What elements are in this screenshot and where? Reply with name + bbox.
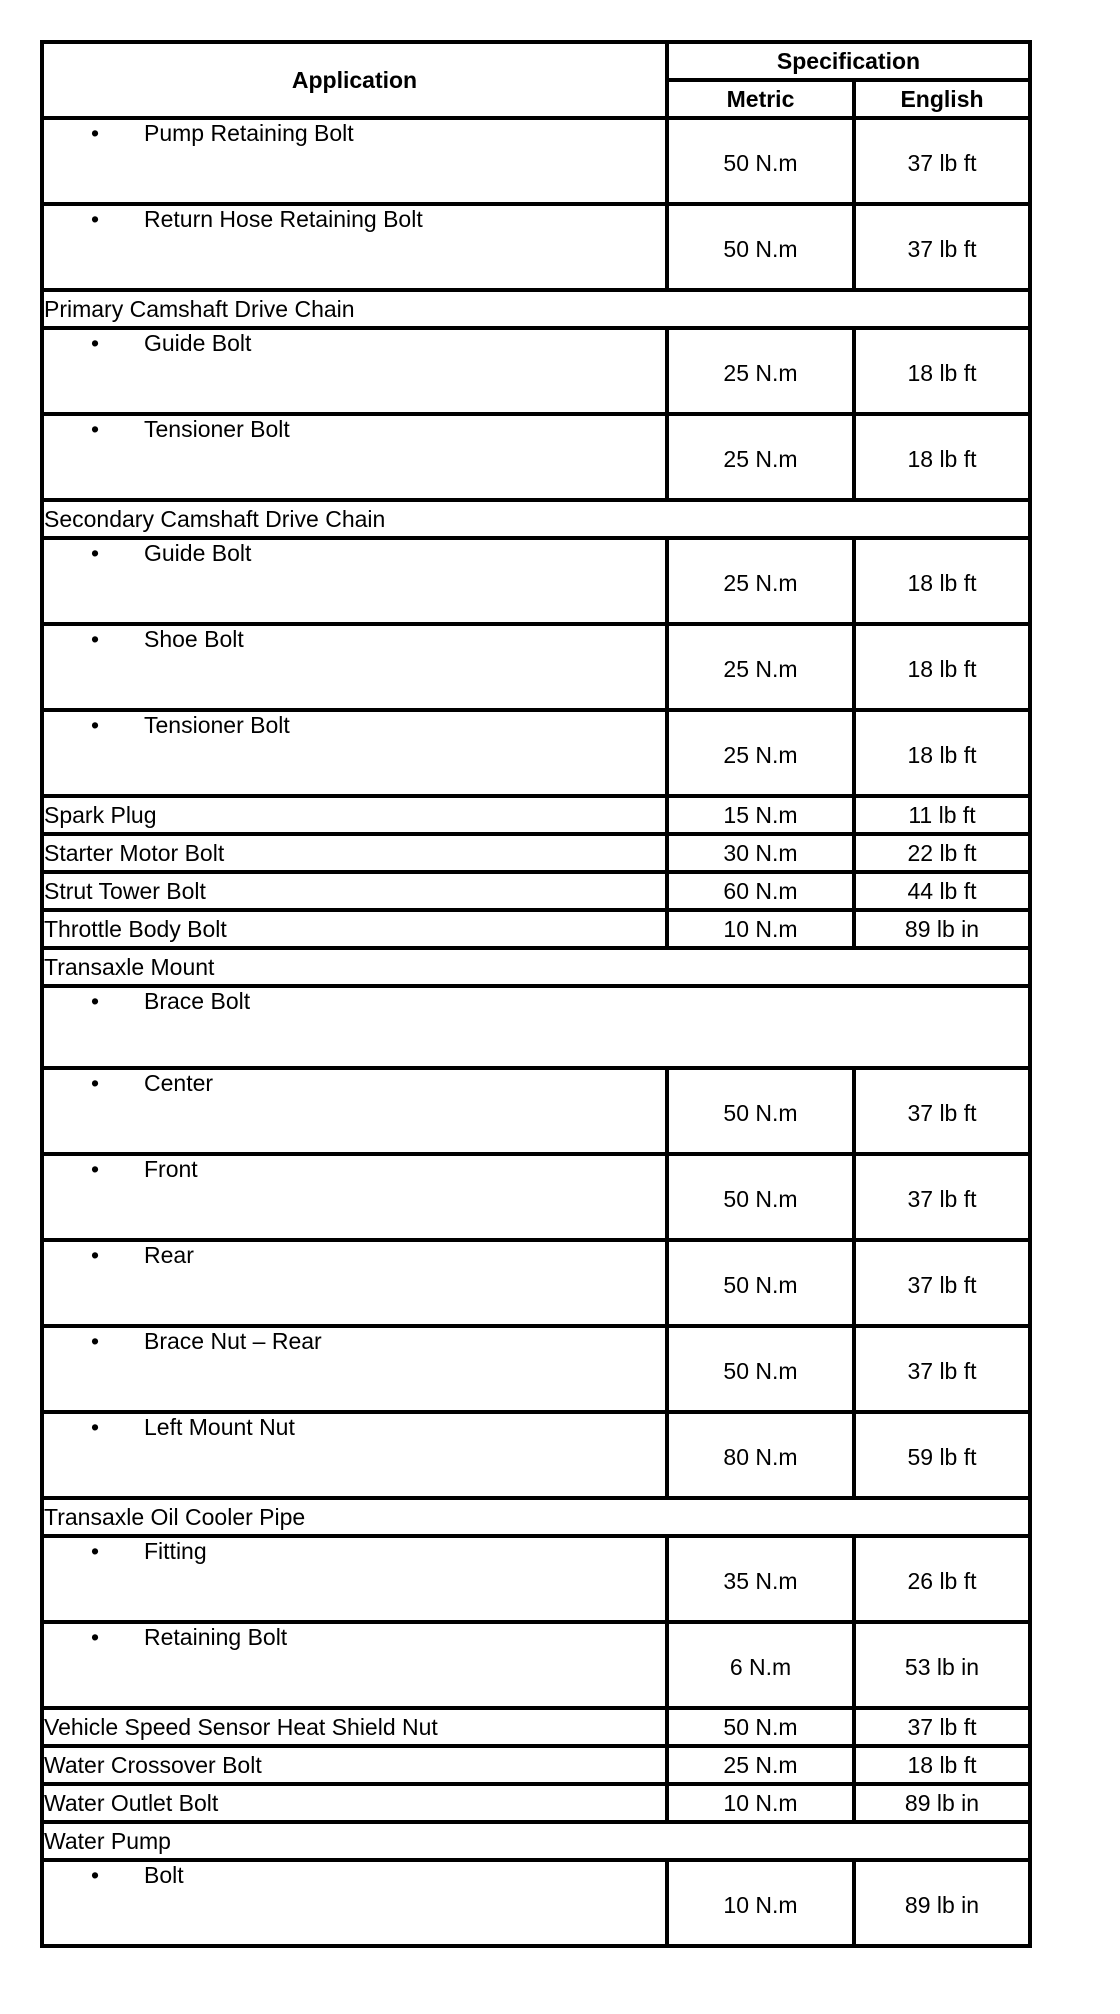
application-cell xyxy=(42,1154,667,1240)
bullet-icon: • xyxy=(90,330,99,356)
metric-value: 50 N.m xyxy=(667,1708,854,1746)
table-row xyxy=(42,1068,1030,1154)
application-cell xyxy=(42,1240,667,1326)
english-value: 18 lb ft xyxy=(854,414,1030,500)
metric-value: 35 N.m xyxy=(667,1536,854,1622)
table-row xyxy=(42,796,1030,834)
item-label: Brace Nut – Rear xyxy=(144,1328,322,1354)
metric-value: 50 N.m xyxy=(667,204,854,290)
table-row xyxy=(42,204,1030,290)
english-header: English xyxy=(854,80,1030,118)
table-row xyxy=(42,1154,1030,1240)
metric-value: 50 N.m xyxy=(667,1240,854,1326)
metric-value: 10 N.m xyxy=(667,1860,854,1946)
english-value: 18 lb ft xyxy=(854,710,1030,796)
english-value: 89 lb in xyxy=(854,1784,1030,1822)
table-row xyxy=(42,1240,1030,1326)
table-row xyxy=(42,500,1030,538)
bullet-icon: • xyxy=(90,1862,99,1888)
metric-value: 50 N.m xyxy=(667,1068,854,1154)
item-label: Tensioner Bolt xyxy=(144,712,290,738)
bullet-icon: • xyxy=(90,206,99,232)
table-row xyxy=(42,538,1030,624)
table-row xyxy=(42,1784,1030,1822)
table-row xyxy=(42,910,1030,948)
table-row xyxy=(42,1326,1030,1412)
item-label: Bolt xyxy=(144,1862,184,1888)
application-cell: Vehicle Speed Sensor Heat Shield Nut xyxy=(42,1708,667,1746)
table-row xyxy=(42,1822,1030,1860)
application-cell xyxy=(42,624,667,710)
metric-value: 25 N.m xyxy=(667,328,854,414)
application-cell xyxy=(42,204,667,290)
bullet-icon: • xyxy=(90,1538,99,1564)
english-value: 11 lb ft xyxy=(854,796,1030,834)
item-label: Retaining Bolt xyxy=(144,1624,288,1650)
english-value: 22 lb ft xyxy=(854,834,1030,872)
item-label: Front xyxy=(144,1156,198,1182)
english-value: 59 lb ft xyxy=(854,1412,1030,1498)
table-row xyxy=(42,290,1030,328)
application-cell: Spark Plug xyxy=(42,796,667,834)
specification-header: Specification xyxy=(667,42,1030,80)
application-cell xyxy=(42,538,667,624)
metric-value: 10 N.m xyxy=(667,1784,854,1822)
item-label: Pump Retaining Bolt xyxy=(144,120,354,146)
english-value: 37 lb ft xyxy=(854,204,1030,290)
section-label: Transaxle Oil Cooler Pipe xyxy=(42,1498,1030,1536)
item-label: Tensioner Bolt xyxy=(144,416,290,442)
metric-value: 25 N.m xyxy=(667,538,854,624)
metric-value: 50 N.m xyxy=(667,1326,854,1412)
metric-value: 50 N.m xyxy=(667,118,854,204)
bullet-icon: • xyxy=(90,540,99,566)
metric-value: 50 N.m xyxy=(667,1154,854,1240)
english-value: 89 lb in xyxy=(854,1860,1030,1946)
table-row xyxy=(42,948,1030,986)
application-cell xyxy=(42,414,667,500)
english-value: 37 lb ft xyxy=(854,1068,1030,1154)
bullet-icon: • xyxy=(90,1624,99,1650)
item-label: Left Mount Nut xyxy=(144,1414,295,1440)
section-label: Water Pump xyxy=(42,1822,1030,1860)
application-cell: Water Outlet Bolt xyxy=(42,1784,667,1822)
english-value: 37 lb ft xyxy=(854,1708,1030,1746)
table-row xyxy=(42,414,1030,500)
metric-value: 6 N.m xyxy=(667,1622,854,1708)
application-cell xyxy=(42,328,667,414)
english-value: 37 lb ft xyxy=(854,1326,1030,1412)
item-label: Fitting xyxy=(144,1538,207,1564)
metric-value: 25 N.m xyxy=(667,624,854,710)
bullet-icon: • xyxy=(90,416,99,442)
metric-value: 30 N.m xyxy=(667,834,854,872)
application-cell xyxy=(42,1068,667,1154)
table-row xyxy=(42,872,1030,910)
english-value: 89 lb in xyxy=(854,910,1030,948)
bullet-icon: • xyxy=(90,1414,99,1440)
english-value: 18 lb ft xyxy=(854,538,1030,624)
item-label: Guide Bolt xyxy=(144,540,252,566)
table-row xyxy=(42,118,1030,204)
table-row xyxy=(42,328,1030,414)
table-row xyxy=(42,834,1030,872)
application-cell: Water Crossover Bolt xyxy=(42,1746,667,1784)
english-value: 37 lb ft xyxy=(854,1240,1030,1326)
metric-value: 25 N.m xyxy=(667,1746,854,1784)
application-cell xyxy=(42,1326,667,1412)
bullet-icon: • xyxy=(90,1156,99,1182)
bullet-icon: • xyxy=(90,712,99,738)
table-row xyxy=(42,1536,1030,1622)
table-body xyxy=(42,118,1030,1946)
application-cell xyxy=(42,1536,667,1622)
bullet-icon: • xyxy=(90,626,99,652)
bullet-icon: • xyxy=(90,1242,99,1268)
english-value: 44 lb ft xyxy=(854,872,1030,910)
english-value: 26 lb ft xyxy=(854,1536,1030,1622)
torque-spec-table xyxy=(40,40,1032,1948)
bullet-icon: • xyxy=(90,1328,99,1354)
english-value: 18 lb ft xyxy=(854,328,1030,414)
table-row xyxy=(42,1412,1030,1498)
english-value: 18 lb ft xyxy=(854,1746,1030,1784)
metric-value: 10 N.m xyxy=(667,910,854,948)
english-value: 18 lb ft xyxy=(854,624,1030,710)
table-row xyxy=(42,1746,1030,1784)
application-cell xyxy=(42,986,1030,1068)
application-cell xyxy=(42,1622,667,1708)
application-header: Application xyxy=(42,42,667,118)
metric-header: Metric xyxy=(667,80,854,118)
metric-value: 25 N.m xyxy=(667,414,854,500)
table-row xyxy=(42,710,1030,796)
section-label: Secondary Camshaft Drive Chain xyxy=(42,500,1030,538)
metric-value: 80 N.m xyxy=(667,1412,854,1498)
application-cell: Strut Tower Bolt xyxy=(42,872,667,910)
bullet-icon: • xyxy=(90,120,99,146)
application-cell: Starter Motor Bolt xyxy=(42,834,667,872)
table-row xyxy=(42,1498,1030,1536)
table-row xyxy=(42,1622,1030,1708)
metric-value: 60 N.m xyxy=(667,872,854,910)
section-label: Primary Camshaft Drive Chain xyxy=(42,290,1030,328)
english-value: 37 lb ft xyxy=(854,118,1030,204)
metric-value: 15 N.m xyxy=(667,796,854,834)
english-value: 37 lb ft xyxy=(854,1154,1030,1240)
section-label: Transaxle Mount xyxy=(42,948,1030,986)
application-cell xyxy=(42,1860,667,1946)
bullet-icon: • xyxy=(90,1070,99,1096)
table-row xyxy=(42,624,1030,710)
application-cell xyxy=(42,710,667,796)
item-label: Center xyxy=(144,1070,214,1096)
metric-value: 25 N.m xyxy=(667,710,854,796)
application-cell xyxy=(42,118,667,204)
item-label: Return Hose Retaining Bolt xyxy=(144,206,423,232)
item-label: Rear xyxy=(144,1242,194,1268)
english-value: 53 lb in xyxy=(854,1622,1030,1708)
bullet-icon: • xyxy=(90,988,99,1014)
item-label: Shoe Bolt xyxy=(144,626,244,652)
table-row xyxy=(42,986,1030,1068)
item-label: Guide Bolt xyxy=(144,330,252,356)
subsection-label: Brace Bolt xyxy=(144,988,251,1014)
table-row xyxy=(42,1708,1030,1746)
table-row xyxy=(42,1860,1030,1946)
application-cell xyxy=(42,1412,667,1498)
application-cell: Throttle Body Bolt xyxy=(42,910,667,948)
